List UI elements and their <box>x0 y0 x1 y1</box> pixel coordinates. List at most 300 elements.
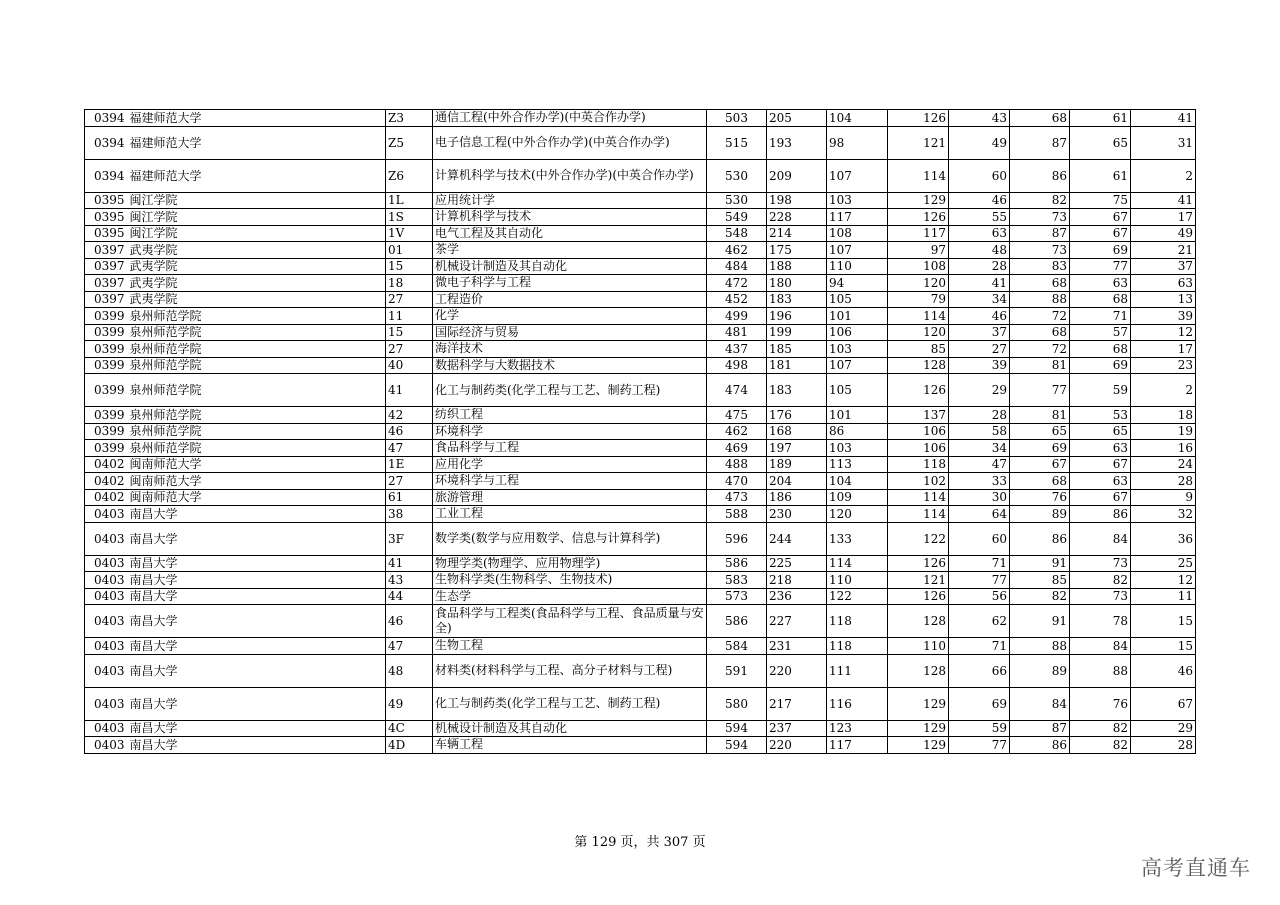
score-5-cell: 81 <box>1010 357 1070 374</box>
score-1-cell: 230 <box>767 506 827 523</box>
major-name-cell: 车辆工程 <box>433 737 707 754</box>
major-code-cell: 3F <box>386 522 433 555</box>
score-6-cell: 59 <box>1070 374 1131 407</box>
score-2-cell: 117 <box>827 737 888 754</box>
score-5-cell: 87 <box>1010 225 1070 242</box>
score-5-cell: 89 <box>1010 506 1070 523</box>
score-5-cell: 69 <box>1010 440 1070 457</box>
total-score-cell: 584 <box>707 638 767 655</box>
major-name-cell: 生态学 <box>433 588 707 605</box>
major-name-cell: 化学 <box>433 308 707 325</box>
school-name-cell: 南昌大学 <box>128 737 386 754</box>
score-6-cell: 77 <box>1070 258 1131 275</box>
score-1-cell: 183 <box>767 291 827 308</box>
total-score-cell: 591 <box>707 654 767 687</box>
major-code-cell: 46 <box>386 605 433 638</box>
score-7-cell: 37 <box>1131 258 1196 275</box>
score-5-cell: 85 <box>1010 572 1070 589</box>
score-3-cell: 122 <box>888 522 949 555</box>
score-4-cell: 46 <box>949 308 1010 325</box>
score-4-cell: 37 <box>949 324 1010 341</box>
major-code-cell: 44 <box>386 588 433 605</box>
score-7-cell: 29 <box>1131 720 1196 737</box>
score-6-cell: 65 <box>1070 126 1131 159</box>
table-row <box>85 588 1196 605</box>
score-5-cell: 65 <box>1010 423 1070 440</box>
score-6-cell: 57 <box>1070 324 1131 341</box>
score-7-cell: 16 <box>1131 440 1196 457</box>
score-4-cell: 69 <box>949 687 1010 720</box>
school-code-cell: 0403 <box>85 737 128 754</box>
score-2-cell: 123 <box>827 720 888 737</box>
score-7-cell: 11 <box>1131 588 1196 605</box>
score-1-cell: 220 <box>767 654 827 687</box>
score-7-cell: 9 <box>1131 489 1196 506</box>
score-2-cell: 133 <box>827 522 888 555</box>
major-name-cell: 机械设计制造及其自动化 <box>433 258 707 275</box>
major-code-cell: 48 <box>386 654 433 687</box>
school-code-cell: 0399 <box>85 374 128 407</box>
table-row <box>85 654 1196 687</box>
score-1-cell: 237 <box>767 720 827 737</box>
score-1-cell: 228 <box>767 209 827 226</box>
school-code-cell: 0403 <box>85 638 128 655</box>
school-code-cell: 0394 <box>85 159 128 192</box>
score-3-cell: 128 <box>888 654 949 687</box>
total-score-cell: 515 <box>707 126 767 159</box>
major-code-cell: 43 <box>386 572 433 589</box>
score-2-cell: 107 <box>827 357 888 374</box>
major-code-cell: 15 <box>386 324 433 341</box>
score-4-cell: 62 <box>949 605 1010 638</box>
table-row <box>85 605 1196 638</box>
school-name-cell: 南昌大学 <box>128 687 386 720</box>
score-4-cell: 49 <box>949 126 1010 159</box>
major-code-cell: 1E <box>386 456 433 473</box>
school-name-cell: 南昌大学 <box>128 588 386 605</box>
score-5-cell: 77 <box>1010 374 1070 407</box>
score-3-cell: 128 <box>888 605 949 638</box>
table-body <box>85 110 1196 754</box>
score-5-cell: 83 <box>1010 258 1070 275</box>
score-5-cell: 87 <box>1010 720 1070 737</box>
table-row <box>85 572 1196 589</box>
major-name-cell: 工程造价 <box>433 291 707 308</box>
score-3-cell: 114 <box>888 308 949 325</box>
score-5-cell: 73 <box>1010 242 1070 259</box>
score-6-cell: 82 <box>1070 737 1131 754</box>
score-6-cell: 73 <box>1070 588 1131 605</box>
school-code-cell: 0397 <box>85 242 128 259</box>
score-1-cell: 220 <box>767 737 827 754</box>
score-5-cell: 73 <box>1010 209 1070 226</box>
score-5-cell: 91 <box>1010 555 1070 572</box>
school-code-cell: 0397 <box>85 275 128 292</box>
score-4-cell: 63 <box>949 225 1010 242</box>
score-6-cell: 82 <box>1070 572 1131 589</box>
score-4-cell: 48 <box>949 242 1010 259</box>
score-6-cell: 82 <box>1070 720 1131 737</box>
total-score-cell: 481 <box>707 324 767 341</box>
score-3-cell: 129 <box>888 737 949 754</box>
school-code-cell: 0397 <box>85 258 128 275</box>
score-3-cell: 137 <box>888 407 949 424</box>
school-name-cell: 泉州师范学院 <box>128 341 386 358</box>
table-row <box>85 258 1196 275</box>
major-name-cell: 应用化学 <box>433 456 707 473</box>
total-score-cell: 549 <box>707 209 767 226</box>
score-1-cell: 217 <box>767 687 827 720</box>
score-6-cell: 76 <box>1070 687 1131 720</box>
score-3-cell: 102 <box>888 473 949 490</box>
school-code-cell: 0399 <box>85 407 128 424</box>
score-5-cell: 68 <box>1010 473 1070 490</box>
total-score-cell: 503 <box>707 110 767 127</box>
major-name-cell: 数学类(数学与应用数学、信息与计算科学) <box>433 522 707 555</box>
score-5-cell: 82 <box>1010 192 1070 209</box>
score-3-cell: 129 <box>888 192 949 209</box>
school-code-cell: 0397 <box>85 291 128 308</box>
score-7-cell: 41 <box>1131 110 1196 127</box>
major-code-cell: 47 <box>386 440 433 457</box>
table-row <box>85 225 1196 242</box>
major-name-cell: 材料类(材料科学与工程、高分子材料与工程) <box>433 654 707 687</box>
score-2-cell: 111 <box>827 654 888 687</box>
score-3-cell: 106 <box>888 440 949 457</box>
score-4-cell: 60 <box>949 159 1010 192</box>
major-name-cell: 微电子科学与工程 <box>433 275 707 292</box>
table-row <box>85 126 1196 159</box>
total-score-cell: 452 <box>707 291 767 308</box>
score-7-cell: 19 <box>1131 423 1196 440</box>
table-row <box>85 555 1196 572</box>
score-5-cell: 91 <box>1010 605 1070 638</box>
score-6-cell: 63 <box>1070 473 1131 490</box>
score-5-cell: 72 <box>1010 341 1070 358</box>
score-3-cell: 126 <box>888 110 949 127</box>
major-code-cell: Z5 <box>386 126 433 159</box>
score-7-cell: 41 <box>1131 192 1196 209</box>
score-7-cell: 67 <box>1131 687 1196 720</box>
score-3-cell: 110 <box>888 638 949 655</box>
score-2-cell: 103 <box>827 192 888 209</box>
score-6-cell: 67 <box>1070 225 1131 242</box>
score-5-cell: 88 <box>1010 291 1070 308</box>
school-name-cell: 泉州师范学院 <box>128 374 386 407</box>
score-2-cell: 118 <box>827 638 888 655</box>
school-name-cell: 南昌大学 <box>128 720 386 737</box>
total-score-cell: 498 <box>707 357 767 374</box>
major-name-cell: 应用统计学 <box>433 192 707 209</box>
score-1-cell: 189 <box>767 456 827 473</box>
score-3-cell: 79 <box>888 291 949 308</box>
major-name-cell: 工业工程 <box>433 506 707 523</box>
score-6-cell: 67 <box>1070 489 1131 506</box>
score-6-cell: 65 <box>1070 423 1131 440</box>
school-code-cell: 0394 <box>85 126 128 159</box>
school-name-cell: 武夷学院 <box>128 275 386 292</box>
major-code-cell: 11 <box>386 308 433 325</box>
page-footer: 第 129 页，共 307 页 <box>574 835 706 850</box>
major-code-cell: 1L <box>386 192 433 209</box>
score-1-cell: 199 <box>767 324 827 341</box>
score-6-cell: 88 <box>1070 654 1131 687</box>
score-6-cell: 86 <box>1070 506 1131 523</box>
score-7-cell: 32 <box>1131 506 1196 523</box>
school-name-cell: 武夷学院 <box>128 258 386 275</box>
school-code-cell: 0395 <box>85 209 128 226</box>
school-name-cell: 福建师范大学 <box>128 126 386 159</box>
score-4-cell: 39 <box>949 357 1010 374</box>
score-4-cell: 29 <box>949 374 1010 407</box>
score-1-cell: 196 <box>767 308 827 325</box>
major-name-cell: 计算机科学与技术 <box>433 209 707 226</box>
school-code-cell: 0403 <box>85 506 128 523</box>
score-4-cell: 46 <box>949 192 1010 209</box>
table-row <box>85 242 1196 259</box>
score-1-cell: 204 <box>767 473 827 490</box>
score-5-cell: 86 <box>1010 737 1070 754</box>
major-code-cell: 27 <box>386 291 433 308</box>
score-2-cell: 106 <box>827 324 888 341</box>
score-7-cell: 25 <box>1131 555 1196 572</box>
table-row <box>85 192 1196 209</box>
score-4-cell: 28 <box>949 407 1010 424</box>
score-3-cell: 126 <box>888 209 949 226</box>
score-4-cell: 28 <box>949 258 1010 275</box>
table-row <box>85 489 1196 506</box>
major-code-cell: 42 <box>386 407 433 424</box>
score-4-cell: 34 <box>949 291 1010 308</box>
score-4-cell: 60 <box>949 522 1010 555</box>
school-code-cell: 0399 <box>85 357 128 374</box>
table-row <box>85 720 1196 737</box>
score-3-cell: 106 <box>888 423 949 440</box>
major-name-cell: 国际经济与贸易 <box>433 324 707 341</box>
score-7-cell: 12 <box>1131 572 1196 589</box>
score-5-cell: 68 <box>1010 324 1070 341</box>
school-code-cell: 0403 <box>85 522 128 555</box>
major-name-cell: 食品科学与工程类(食品科学与工程、食品质量与安全) <box>433 605 707 638</box>
total-score-cell: 596 <box>707 522 767 555</box>
score-7-cell: 49 <box>1131 225 1196 242</box>
score-1-cell: 225 <box>767 555 827 572</box>
score-6-cell: 53 <box>1070 407 1131 424</box>
score-1-cell: 180 <box>767 275 827 292</box>
score-7-cell: 28 <box>1131 473 1196 490</box>
score-6-cell: 68 <box>1070 341 1131 358</box>
score-5-cell: 82 <box>1010 588 1070 605</box>
total-score-cell: 594 <box>707 720 767 737</box>
major-name-cell: 电子信息工程(中外合作办学)(中英合作办学) <box>433 126 707 159</box>
school-code-cell: 0402 <box>85 456 128 473</box>
table-row <box>85 440 1196 457</box>
score-1-cell: 168 <box>767 423 827 440</box>
major-code-cell: Z6 <box>386 159 433 192</box>
score-3-cell: 114 <box>888 159 949 192</box>
score-2-cell: 110 <box>827 572 888 589</box>
score-6-cell: 78 <box>1070 605 1131 638</box>
score-5-cell: 67 <box>1010 456 1070 473</box>
school-name-cell: 南昌大学 <box>128 572 386 589</box>
score-3-cell: 126 <box>888 555 949 572</box>
score-6-cell: 69 <box>1070 242 1131 259</box>
score-7-cell: 2 <box>1131 159 1196 192</box>
school-code-cell: 0402 <box>85 489 128 506</box>
score-2-cell: 105 <box>827 291 888 308</box>
score-2-cell: 117 <box>827 209 888 226</box>
score-4-cell: 77 <box>949 737 1010 754</box>
score-2-cell: 94 <box>827 275 888 292</box>
score-4-cell: 43 <box>949 110 1010 127</box>
table-row <box>85 506 1196 523</box>
score-3-cell: 121 <box>888 572 949 589</box>
score-4-cell: 71 <box>949 638 1010 655</box>
score-7-cell: 15 <box>1131 638 1196 655</box>
score-7-cell: 17 <box>1131 341 1196 358</box>
score-1-cell: 186 <box>767 489 827 506</box>
school-name-cell: 闽南师范大学 <box>128 473 386 490</box>
score-2-cell: 120 <box>827 506 888 523</box>
score-3-cell: 85 <box>888 341 949 358</box>
score-6-cell: 63 <box>1070 275 1131 292</box>
score-2-cell: 104 <box>827 473 888 490</box>
major-name-cell: 电气工程及其自动化 <box>433 225 707 242</box>
score-3-cell: 129 <box>888 687 949 720</box>
total-score-cell: 580 <box>707 687 767 720</box>
score-6-cell: 61 <box>1070 159 1131 192</box>
major-name-cell: 化工与制药类(化学工程与工艺、制药工程) <box>433 374 707 407</box>
score-6-cell: 69 <box>1070 357 1131 374</box>
score-1-cell: 176 <box>767 407 827 424</box>
score-5-cell: 72 <box>1010 308 1070 325</box>
score-7-cell: 17 <box>1131 209 1196 226</box>
score-7-cell: 63 <box>1131 275 1196 292</box>
major-name-cell: 生物工程 <box>433 638 707 655</box>
major-name-cell: 食品科学与工程 <box>433 440 707 457</box>
table-row <box>85 308 1196 325</box>
total-score-cell: 586 <box>707 605 767 638</box>
score-5-cell: 87 <box>1010 126 1070 159</box>
table-row <box>85 687 1196 720</box>
table-row <box>85 357 1196 374</box>
school-name-cell: 南昌大学 <box>128 522 386 555</box>
score-4-cell: 64 <box>949 506 1010 523</box>
table-row <box>85 374 1196 407</box>
score-1-cell: 185 <box>767 341 827 358</box>
major-name-cell: 通信工程(中外合作办学)(中英合作办学) <box>433 110 707 127</box>
school-name-cell: 南昌大学 <box>128 654 386 687</box>
table-row <box>85 407 1196 424</box>
score-1-cell: 193 <box>767 126 827 159</box>
score-3-cell: 114 <box>888 489 949 506</box>
school-name-cell: 武夷学院 <box>128 242 386 259</box>
score-6-cell: 71 <box>1070 308 1131 325</box>
score-table <box>84 109 1196 754</box>
score-2-cell: 113 <box>827 456 888 473</box>
table-row <box>85 423 1196 440</box>
score-2-cell: 122 <box>827 588 888 605</box>
score-2-cell: 109 <box>827 489 888 506</box>
score-2-cell: 104 <box>827 110 888 127</box>
score-1-cell: 214 <box>767 225 827 242</box>
score-4-cell: 77 <box>949 572 1010 589</box>
major-name-cell: 茶学 <box>433 242 707 259</box>
score-6-cell: 84 <box>1070 638 1131 655</box>
school-name-cell: 福建师范大学 <box>128 159 386 192</box>
score-7-cell: 46 <box>1131 654 1196 687</box>
major-name-cell: 环境科学与工程 <box>433 473 707 490</box>
school-name-cell: 福建师范大学 <box>128 110 386 127</box>
major-code-cell: 27 <box>386 473 433 490</box>
major-code-cell: 46 <box>386 423 433 440</box>
school-code-cell: 0403 <box>85 720 128 737</box>
major-code-cell: 41 <box>386 555 433 572</box>
school-name-cell: 泉州师范学院 <box>128 308 386 325</box>
total-score-cell: 488 <box>707 456 767 473</box>
score-7-cell: 23 <box>1131 357 1196 374</box>
total-score-cell: 469 <box>707 440 767 457</box>
major-code-cell: 1V <box>386 225 433 242</box>
major-name-cell: 旅游管理 <box>433 489 707 506</box>
score-4-cell: 47 <box>949 456 1010 473</box>
score-7-cell: 31 <box>1131 126 1196 159</box>
score-1-cell: 175 <box>767 242 827 259</box>
total-score-cell: 472 <box>707 275 767 292</box>
total-score-cell: 462 <box>707 242 767 259</box>
total-score-cell: 583 <box>707 572 767 589</box>
score-6-cell: 67 <box>1070 456 1131 473</box>
score-3-cell: 114 <box>888 506 949 523</box>
score-7-cell: 24 <box>1131 456 1196 473</box>
score-3-cell: 126 <box>888 588 949 605</box>
score-2-cell: 107 <box>827 242 888 259</box>
total-score-cell: 499 <box>707 308 767 325</box>
score-5-cell: 89 <box>1010 654 1070 687</box>
score-4-cell: 55 <box>949 209 1010 226</box>
score-7-cell: 2 <box>1131 374 1196 407</box>
score-3-cell: 128 <box>888 357 949 374</box>
major-name-cell: 化工与制药类(化学工程与工艺、制药工程) <box>433 687 707 720</box>
score-4-cell: 27 <box>949 341 1010 358</box>
total-score-cell: 588 <box>707 506 767 523</box>
score-6-cell: 75 <box>1070 192 1131 209</box>
major-name-cell: 计算机科学与技术(中外合作办学)(中英合作办学) <box>433 159 707 192</box>
score-3-cell: 117 <box>888 225 949 242</box>
score-1-cell: 209 <box>767 159 827 192</box>
major-code-cell: 41 <box>386 374 433 407</box>
score-1-cell: 188 <box>767 258 827 275</box>
major-name-cell: 数据科学与大数据技术 <box>433 357 707 374</box>
total-score-cell: 474 <box>707 374 767 407</box>
table-row <box>85 275 1196 292</box>
score-2-cell: 98 <box>827 126 888 159</box>
table-row <box>85 522 1196 555</box>
score-5-cell: 68 <box>1010 110 1070 127</box>
score-7-cell: 21 <box>1131 242 1196 259</box>
score-3-cell: 118 <box>888 456 949 473</box>
school-name-cell: 武夷学院 <box>128 291 386 308</box>
score-3-cell: 120 <box>888 324 949 341</box>
score-5-cell: 81 <box>1010 407 1070 424</box>
table-row <box>85 209 1196 226</box>
school-name-cell: 南昌大学 <box>128 605 386 638</box>
school-name-cell: 泉州师范学院 <box>128 423 386 440</box>
score-1-cell: 181 <box>767 357 827 374</box>
table-row <box>85 456 1196 473</box>
school-code-cell: 0403 <box>85 555 128 572</box>
score-2-cell: 86 <box>827 423 888 440</box>
